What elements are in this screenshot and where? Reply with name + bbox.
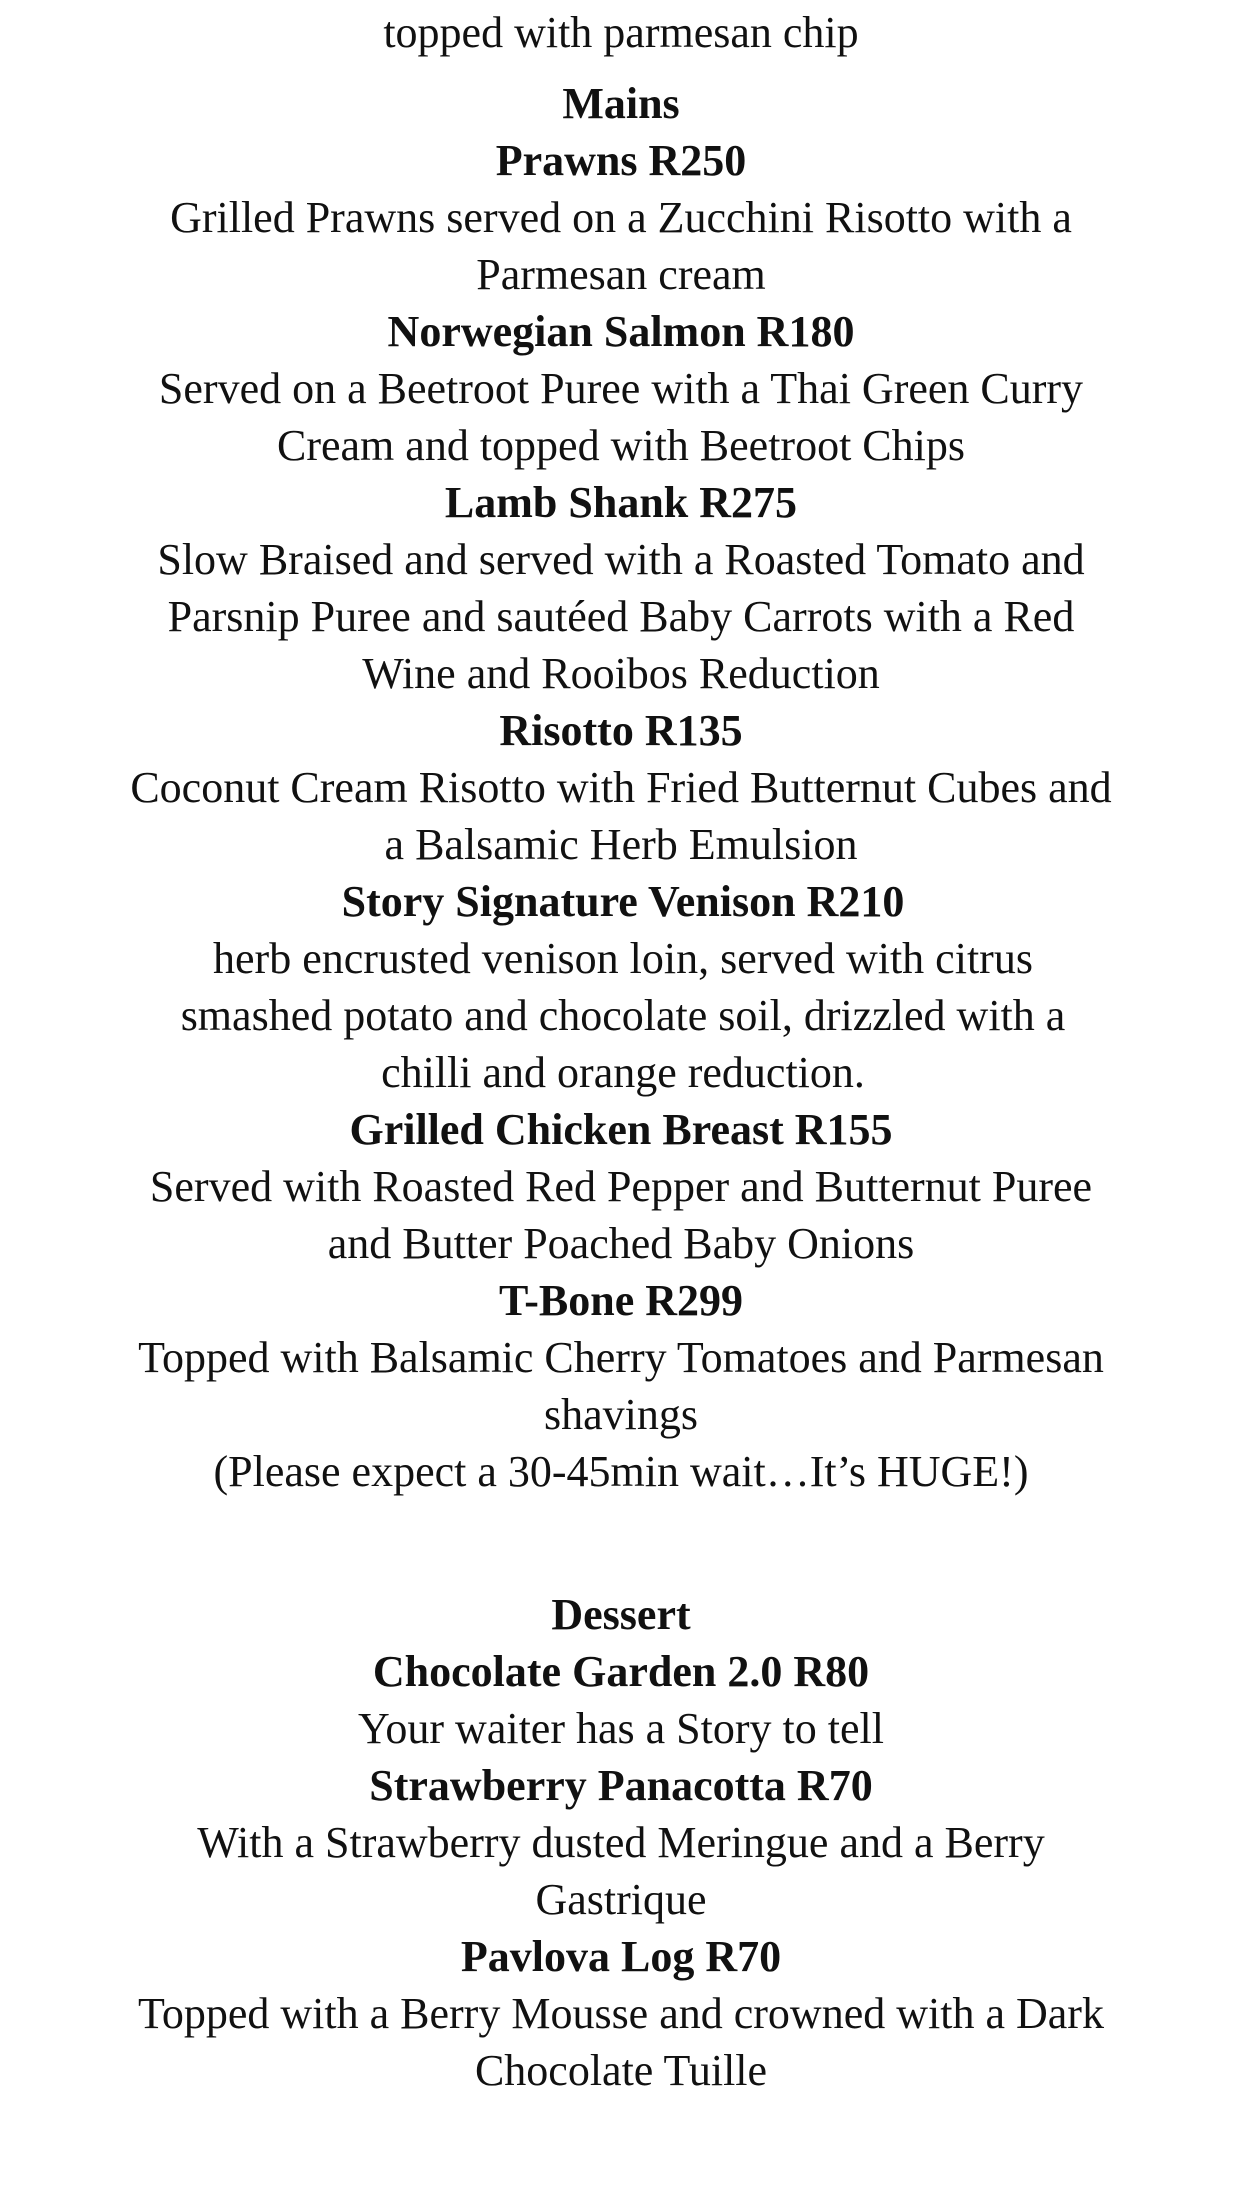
item-desc-line: smashed potato and chocolate soil, drizzled with a <box>180 991 1066 1040</box>
item-desc-line: Your waiter has a Story to tell <box>358 1704 884 1753</box>
item-desc-line: Parsnip Puree and sautéed Baby Carrots with a Red <box>167 592 1075 641</box>
menu-item-strawberry-panacotta <box>0 1757 1242 1928</box>
item-desc-line: shavings <box>544 1390 698 1439</box>
item-desc-line: herb encrusted venison loin, served with citrus <box>213 934 1033 983</box>
menu-item-lamb-shank <box>0 474 1242 702</box>
item-title: Norwegian Salmon R180 <box>387 307 855 356</box>
item-desc-line: Chocolate Tuille <box>474 2046 768 2095</box>
item-title: T-Bone R299 <box>498 1276 744 1325</box>
menu-item-chocolate-garden <box>0 1643 1242 1757</box>
menu-item-pavlova-log <box>0 1928 1242 2099</box>
item-desc-line: Grilled Prawns served on a Zucchini Risotto with a <box>170 193 1072 242</box>
spacer <box>0 61 1242 75</box>
item-desc-line: Wine and Rooibos Reduction <box>362 649 880 698</box>
menu-item-venison <box>0 873 1242 1101</box>
item-title: Lamb Shank R275 <box>444 478 798 527</box>
item-title: Prawns R250 <box>495 136 747 185</box>
section-heading-mains: Mains <box>562 79 680 128</box>
item-desc-line: Served on a Beetroot Puree with a Thai Green Curry <box>158 364 1084 413</box>
item-title: Strawberry Panacotta R70 <box>369 1761 873 1810</box>
section-heading-dessert: Dessert <box>551 1590 691 1639</box>
item-desc-line: and Butter Poached Baby Onions <box>327 1219 915 1268</box>
intro-text: topped with parmesan chip <box>383 8 859 57</box>
spacer <box>0 1500 1242 1586</box>
item-note: (Please expect a 30-45min wait…It’s HUGE!) <box>213 1447 1029 1496</box>
menu-item-prawns <box>0 132 1242 303</box>
item-desc-line: With a Strawberry dusted Meringue and a Berry <box>197 1818 1045 1867</box>
dessert-section <box>0 1586 1242 2099</box>
menu-item-chicken-breast <box>0 1101 1242 1272</box>
item-title: Grilled Chicken Breast R155 <box>349 1105 893 1154</box>
item-title: Risotto R135 <box>499 706 743 755</box>
menu-item-risotto <box>0 702 1242 873</box>
item-desc-line: Slow Braised and served with a Roasted Tomato and <box>157 535 1085 584</box>
item-desc-line: Gastrique <box>535 1875 707 1924</box>
menu-item-salmon <box>0 303 1242 474</box>
item-desc-line: Cream and topped with Beetroot Chips <box>277 421 965 470</box>
item-desc-line: chilli and orange reduction. <box>381 1048 865 1097</box>
mains-section <box>0 75 1242 1500</box>
item-title: Chocolate Garden 2.0 R80 <box>372 1647 870 1696</box>
item-desc-line: Coconut Cream Risotto with Fried Butternut Cubes and <box>130 763 1112 812</box>
item-desc-line: Parmesan cream <box>476 250 766 299</box>
item-desc-line: Topped with Balsamic Cherry Tomatoes and Parmesan <box>138 1333 1104 1382</box>
item-desc-line: Served with Roasted Red Pepper and Butternut Puree <box>149 1162 1093 1211</box>
item-desc-line: a Balsamic Herb Emulsion <box>384 820 858 869</box>
item-desc-line: Topped with a Berry Mousse and crowned with a Dark <box>138 1989 1104 2038</box>
menu-item-t-bone <box>0 1272 1242 1500</box>
item-title: Story Signature Venison R210 <box>341 877 905 926</box>
item-title: Pavlova Log R70 <box>460 1932 782 1981</box>
